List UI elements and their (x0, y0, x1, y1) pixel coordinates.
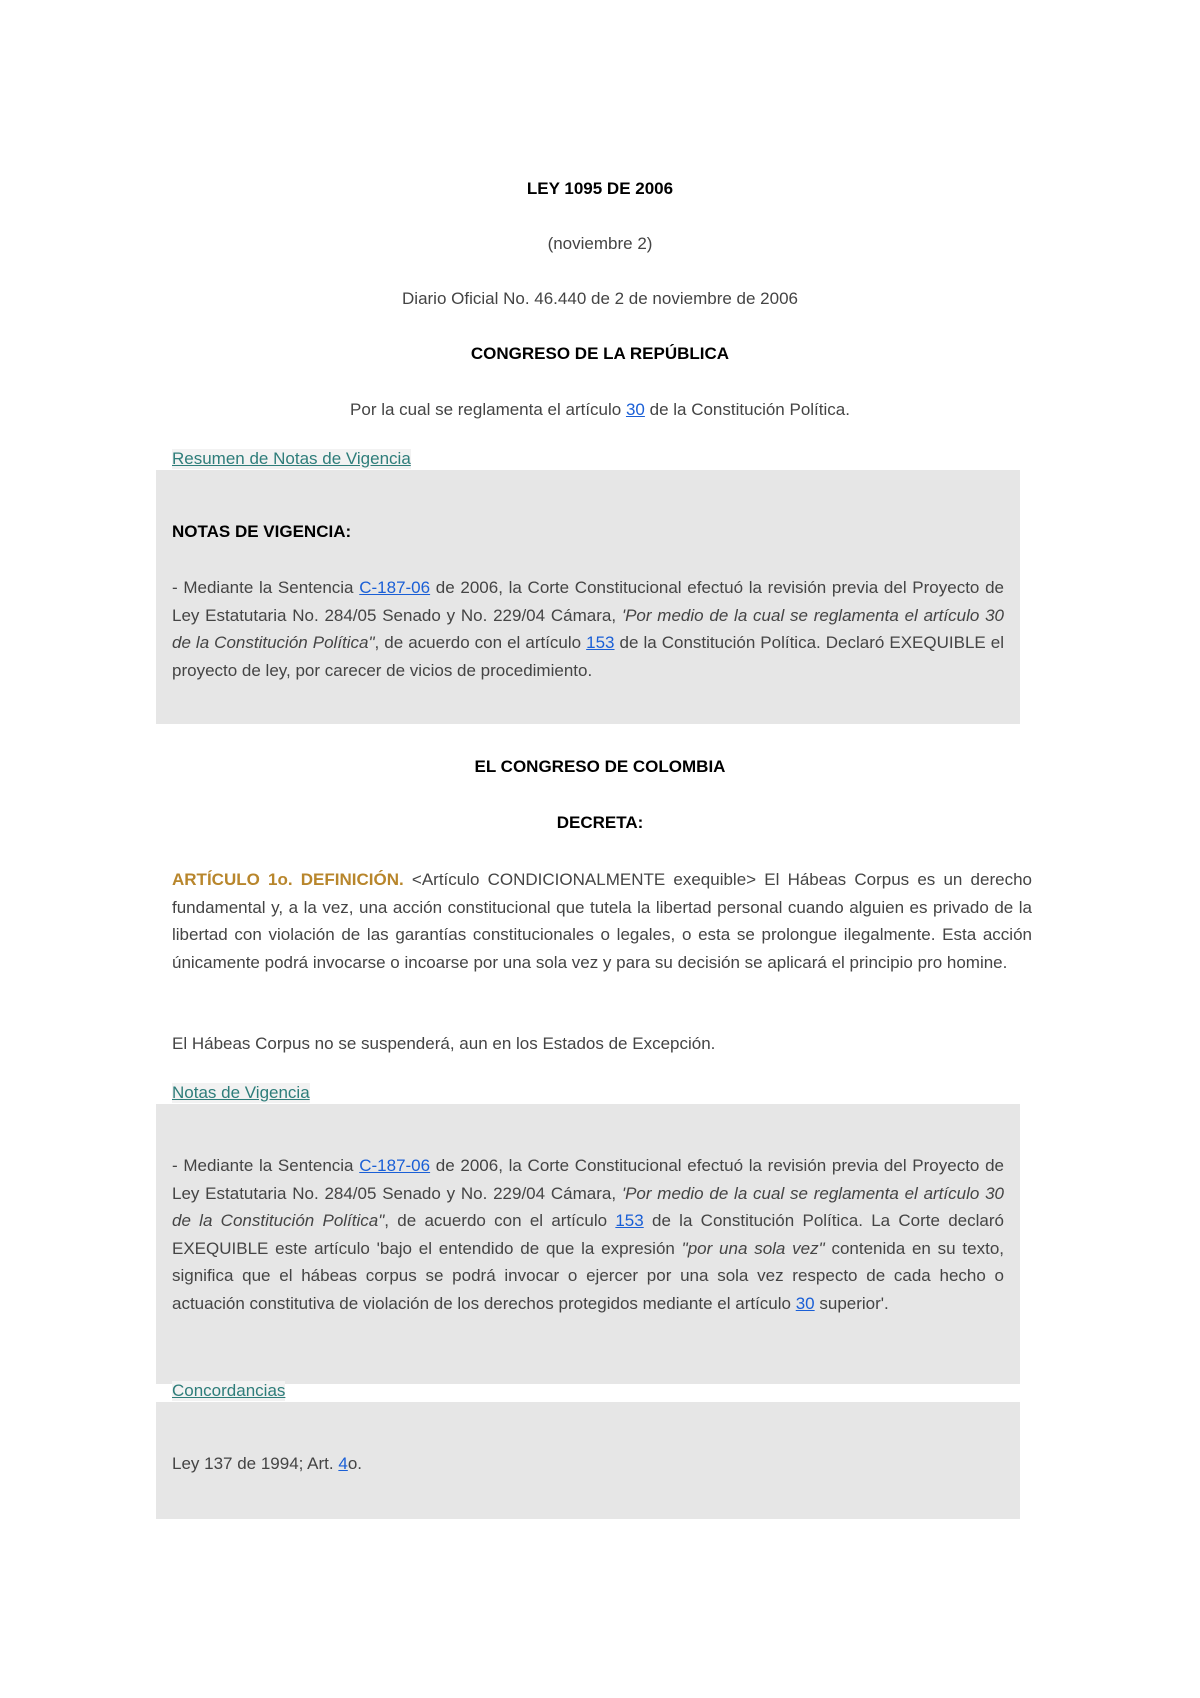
concordancias-toggle[interactable]: Concordancias (172, 1381, 286, 1400)
congress-heading: EL CONGRESO DE COLOMBIA (474, 757, 726, 776)
notes-summary-text: - Mediante la Sentencia C-187-06 de 2006, la Corte Constitucional efectuó la revisión previa del Proyecto de Ley Estatutaria No. 284/05 Senado y No. 229/04 Cámara, 'Por medio de la cual se reglamenta el artículo 30 de la Constitución Política", de acuerdo con el artículo 153 de la Constitución Política. Declaró EXEQUIBLE el proyecto de ley, por carecer de vicios de procedimiento. (172, 578, 1005, 680)
article-4-link[interactable]: 4 (338, 1454, 348, 1473)
constitution-article-link[interactable]: 30 (625, 400, 645, 419)
law-date: (noviembre 2) (547, 234, 653, 253)
sentencia-link[interactable]: C-187-06 (359, 1156, 431, 1175)
article-1-heading: ARTÍCULO 1o. DEFINICIÓN. (172, 870, 404, 889)
notes-summary-toggle[interactable]: Resumen de Notas de Vigencia (172, 449, 411, 468)
law-title: LEY 1095 DE 2006 (526, 179, 674, 198)
notes-text: - Mediante la Sentencia C-187-06 de 2006, la Corte Constitucional efectuó la revisión previa del Proyecto de Ley Estatutaria No. 284/05 Senado y No. 229/04 Cámara, 'Por medio de la cual se reglamenta el artículo 30 de la Constitución Política", de acuerdo con el artículo 153 de la Constitución Política. La Corte declaró EXEQUIBLE este artículo 'bajo el entendido de que la expresión "por una sola vez" contenida en su texto, significa que el hábeas corpus se podrá invocar o ejercer por una sola vez respecto de cada hecho o actuación constitutiva de violación de los derechos protegidos mediante el artículo 30 superior'. (172, 1156, 1004, 1313)
article-30-link[interactable]: 30 (795, 1293, 815, 1313)
sentencia-link[interactable]: C-187-06 (359, 578, 431, 597)
law-summary: Por la cual se reglamenta el artículo 30 de la Constitución Política. (350, 400, 850, 419)
concordancias-text: Ley 137 de 1994; Art. 4o. (172, 1454, 363, 1473)
issuer-heading: CONGRESO DE LA REPÚBLICA (470, 344, 730, 363)
decreta-heading: DECRETA: (556, 813, 644, 832)
article-1: ARTÍCULO 1o. DEFINICIÓN. <Artículo CONDICIONALMENTE exequible> El Hábeas Corpus es un derecho fundamental y, a la vez, una acción constitucional que tutela la libertad personal cuando alguien es privado de la libertad con violación de las garantías constitucionales o legales, o esta se prolongue ilegalmente. Esta acción únicamente podrá invocarse o incoarse por una sola vez y para su decisión se aplicará el principio pro homine. (172, 870, 1032, 972)
article-1-paragraph-2: El Hábeas Corpus no se suspenderá, aun en los Estados de Excepción. (172, 1034, 716, 1053)
article-153-link[interactable]: 153 (586, 633, 615, 652)
notes-heading: NOTAS DE VIGENCIA: (172, 522, 352, 541)
gazette-line: Diario Oficial No. 46.440 de 2 de noviembre de 2006 (402, 289, 798, 308)
article-153-link[interactable]: 153 (615, 1211, 644, 1230)
notes-toggle[interactable]: Notas de Vigencia (172, 1083, 310, 1102)
